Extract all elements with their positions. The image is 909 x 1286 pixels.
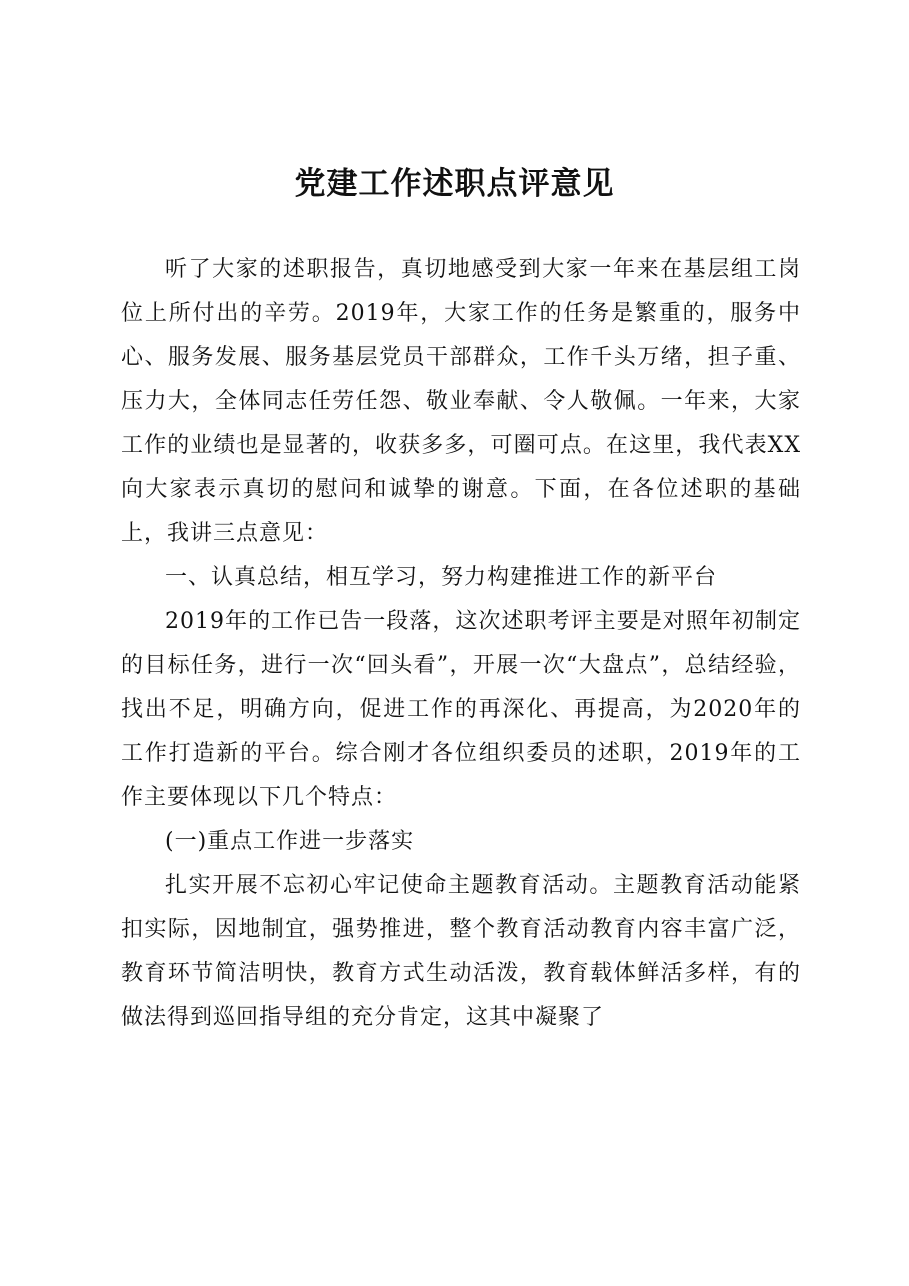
paragraph-summary: 2019年的工作已告一段落，这次述职考评主要是对照年初制定的目标任务，进行一次“回头看”，开展一次“大盘点”，总结经验，找出不足，明确方向，促进工作的再深化、再提高，为2020年的工作打造新的平台。综合刚才各位组织委员的述职，2019年的工作主要体现以下几个特点： <box>121 609 801 810</box>
paragraph-education-activity: 扎实开展不忘初心牢记使命主题教育活动。主题教育活动能紧扣实际，因地制宜，强势推进，整个教育活动教育内容丰富广泛，教育环节简洁明快，教育方式生动活泼，教育载体鲜活多样，有的做法得到巡回指导组的充分肯定，这其中凝聚了 <box>121 873 801 1030</box>
paragraph-opening: 听了大家的述职报告，真切地感受到大家一年来在基层组工岗位上所付出的辛劳。2019年，大家工作的任务是繁重的，服务中心、服务发展、服务基层党员干部群众，工作千头万绪，担子重、压力大，全体同志任劳任怨、敬业奉献、令人敬佩。一年来，大家工作的业绩也是显著的，收获多多，可圈可点。在这里，我代表XX向大家表示真切的慰问和诚挚的谢意。下面，在各位述职的基础上，我讲三点意见： <box>121 257 801 546</box>
section-heading-one: 一、认真总结，相互学习，努力构建推进工作的新平台 <box>165 565 718 590</box>
subsection-heading-one: (一)重点工作进一步落实 <box>165 829 415 854</box>
document-body <box>121 248 801 1040</box>
document-title: 党建工作述职点评意见 <box>294 166 615 202</box>
